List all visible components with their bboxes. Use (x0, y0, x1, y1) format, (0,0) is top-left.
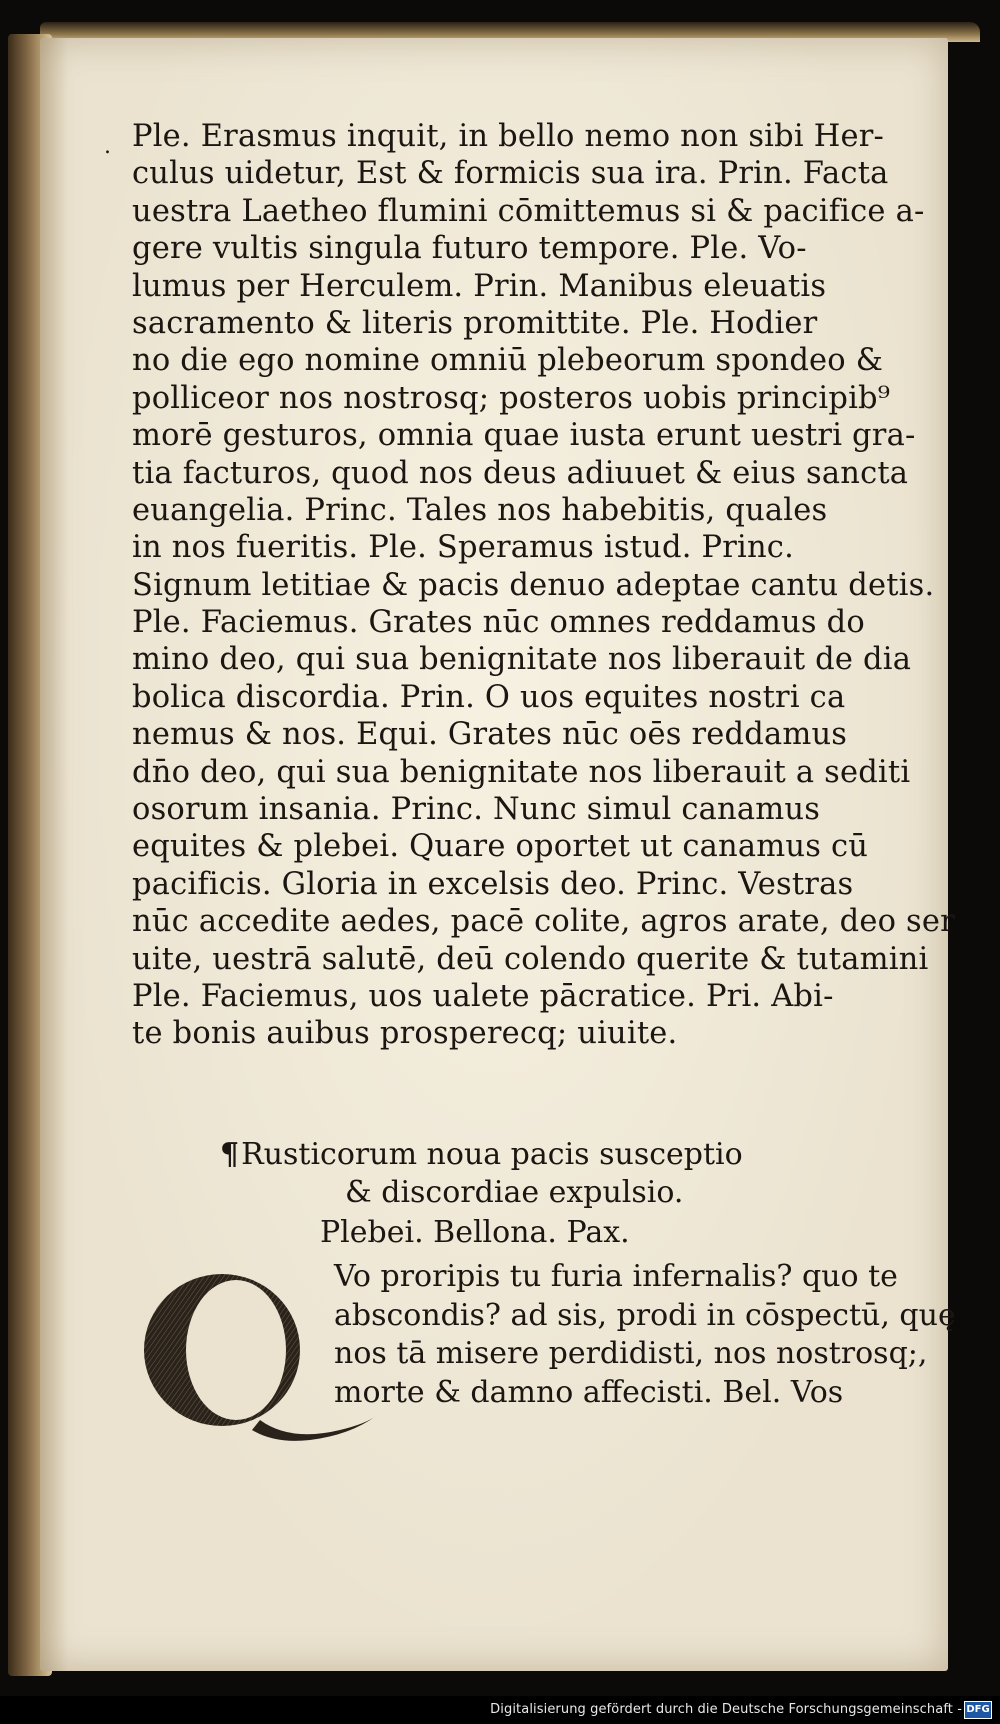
dfg-logo: DFG (964, 1701, 992, 1719)
text-line: no die ego nomine omniū plebeorum spondeo & (132, 343, 884, 379)
dropcap-letter: Q (140, 1270, 141, 1271)
text-line: morē gesturos, omnia quae iusta erunt uestri gra- (132, 418, 916, 454)
text-line: bolica discordia. Prin. O uos equites nostri ca (132, 679, 846, 715)
dropcap-paragraph (334, 1258, 956, 1412)
text-line: sacramento & literis promittite. Ple. Hodier (132, 305, 818, 341)
text-line: Ple. Erasmus inquit, in bello nemo non sibi Her- (132, 119, 885, 154)
text-line: equites & plebei. Quare oportet ut canamus cū (132, 829, 869, 865)
text-line: uestra Laetheo flumini cōmittemus si & pacifice a- (132, 193, 925, 229)
dropcap-text-line: nos tā misere perdidisti, nos nostrosq;, (334, 1336, 928, 1371)
heading-line-2: & discordiae expulsio. (345, 1175, 684, 1210)
dropcap-text-line: Vo proripis tu furia infernalis? quo te (334, 1259, 898, 1294)
dropcap-text-line: morte & damno affecisti. Bel. Vos (334, 1374, 844, 1410)
text-line: nūc accedite aedes, pacē colite, agros arate, deo ser (132, 904, 955, 940)
heading-line-1 (220, 1136, 920, 1174)
dropcap-text-line: abscondis? ad sis, prodi in cōspectū, quę (334, 1297, 956, 1333)
text-line: Signum letitiae & pacis denuo adeptae cantu detis. (132, 567, 935, 603)
text-line: tia facturos, quod nos deus adiuuet & eius sancta (132, 455, 909, 491)
text-line: mino deo, qui sua benignitate nos liberauit de dia (132, 642, 912, 678)
text-line: Ple. Faciemus. Grates nūc omnes reddamus do (132, 605, 865, 641)
text-line: Ple. Faciemus, uos ualete pācratice. Pri. Abi- (132, 978, 834, 1014)
body-text (132, 118, 955, 1053)
pilcrow-mark: ¶ (220, 1137, 240, 1172)
text-line: culus uidetur, Est & formicis sua ira. Prin. Facta (132, 156, 889, 192)
text-line: osorum insania. Princ. Nunc simul canamus (132, 792, 821, 828)
text-line: nemus & nos. Equi. Grates nūc oēs reddamus (132, 717, 848, 753)
digitization-credit: Digitalisierung gefördert durch die Deutsche Forschungsgemeinschaft - (490, 1702, 962, 1717)
text-line: uite, uestrā salutē, deū colendo querite & tutamini (132, 941, 929, 977)
page-mark: . (104, 134, 111, 159)
heading-title: Rusticorum noua pacis susceptio (241, 1137, 743, 1172)
heading-speakers: Plebei. Bellona. Pax. (320, 1215, 630, 1250)
text-line: te bonis auibus prosperecq; uiuite. (132, 1016, 678, 1052)
section-heading (220, 1136, 920, 1252)
text-line: gere vultis singula futuro tempore. Ple. Vo- (132, 231, 807, 267)
text-line: dn̄o deo, qui sua benignitate nos liberauit a sediti (132, 754, 911, 790)
text-line: lumus per Herculem. Prin. Manibus eleuatis (132, 268, 827, 304)
text-line: polliceor nos nostrosq; posteros uobis principib⁹ (132, 380, 891, 416)
text-line: pacificis. Gloria in excelsis deo. Princ. Vestras (132, 866, 854, 902)
text-line: euangelia. Princ. Tales nos habebitis, quales (132, 492, 828, 528)
text-line: in nos fueritis. Ple. Speramus istud. Princ. (132, 530, 794, 566)
